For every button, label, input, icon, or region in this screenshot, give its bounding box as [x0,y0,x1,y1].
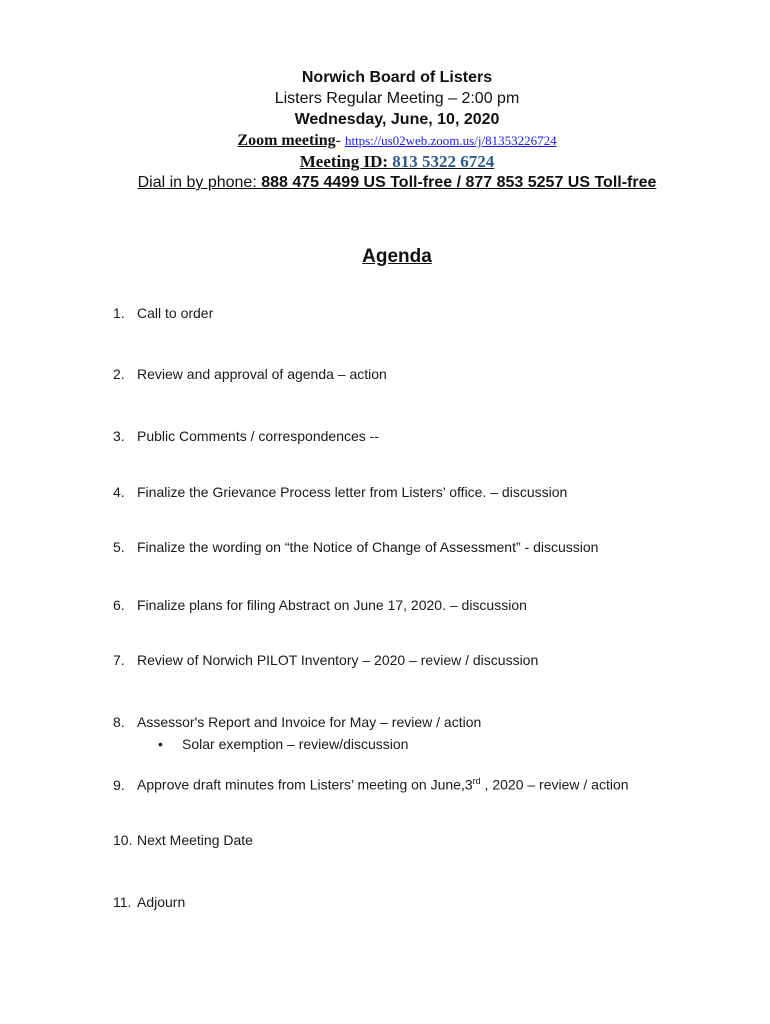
agenda-item [113,366,387,382]
meeting-date: Wednesday, June, 10, 2020 [294,111,500,128]
meeting-subtitle: Listers Regular Meeting – 2:00 pm [274,90,520,107]
agenda-item-text: Finalize the Grievance Process letter from Listers’ office. – discussion [137,484,568,500]
agenda-item-number: 3. [113,428,125,444]
meeting-id-line [0,151,770,172]
agenda-item [113,652,538,668]
meeting-header [0,67,770,193]
agenda-item [113,305,213,321]
agenda-item-number: 5. [113,539,125,555]
zoom-separator: - [335,132,345,149]
agenda-item [113,428,379,444]
dial-in-numbers: 888 475 4499 US Toll-free / 877 853 5257 US Toll-free [261,174,657,191]
agenda-item-text: Review of Norwich PILOT Inventory – 2020 – review / discussion [137,652,539,668]
agenda-heading: Agenda [362,246,432,267]
agenda-sub-item [158,736,408,752]
dial-in-line [0,172,770,193]
agenda-item-text: Finalize the wording on “the Notice of Change of Assessment” - discussion [137,539,599,555]
agenda-item-number: 1. [113,305,125,321]
agenda-item-number: 11. [113,894,132,910]
agenda-item-number: 2. [113,366,125,382]
agenda-item-number: 6. [113,597,125,613]
org-title: Norwich Board of Listers [301,69,493,86]
agenda-item [113,832,253,848]
agenda-item-text: Review and approval of agenda – action [137,366,387,382]
agenda-item [113,539,598,555]
agenda-item-text: Assessor's Report and Invoice for May – review / action [137,714,482,730]
zoom-meeting-link[interactable]: https://us02web.zoom.us/j/81353226724 [344,133,557,148]
agenda-sub-item-text: Solar exemption – review/discussion [182,736,409,752]
agenda-item [113,776,629,793]
agenda-item-number: 7. [113,652,125,668]
agenda-item-text: Next Meeting Date [137,832,253,848]
meeting-id-value: 813 5322 6724 [392,152,495,171]
agenda-item-text: Public Comments / correspondences -- [137,428,379,444]
ordinal-suffix: rd [472,776,481,786]
agenda-item-number: 4. [113,484,125,500]
agenda-item [113,484,567,500]
agenda-item-number: 10. [113,832,133,848]
agenda-item [113,894,185,910]
agenda-item-number: 8. [113,714,125,730]
agenda-item [113,597,527,613]
agenda-item-number: 9. [113,776,125,793]
zoom-meeting-label: Zoom meeting [237,132,336,149]
agenda-item-text-pre: Approve draft minutes from Listers’ meeting on June,3 [137,776,473,793]
agenda-item-text: Call to order [137,305,214,321]
bullet-icon: • [158,736,163,752]
agenda-item [113,714,481,730]
agenda-item-text: Finalize plans for filing Abstract on June 17, 2020. – discussion [137,597,527,613]
dial-in-label: Dial in by phone: [137,174,262,191]
meeting-id-label: Meeting ID: [299,152,393,171]
zoom-meeting-line [0,130,770,151]
agenda-item-text-post: , 2020 – review / action [480,776,629,793]
agenda-item-text: Adjourn [137,894,186,910]
